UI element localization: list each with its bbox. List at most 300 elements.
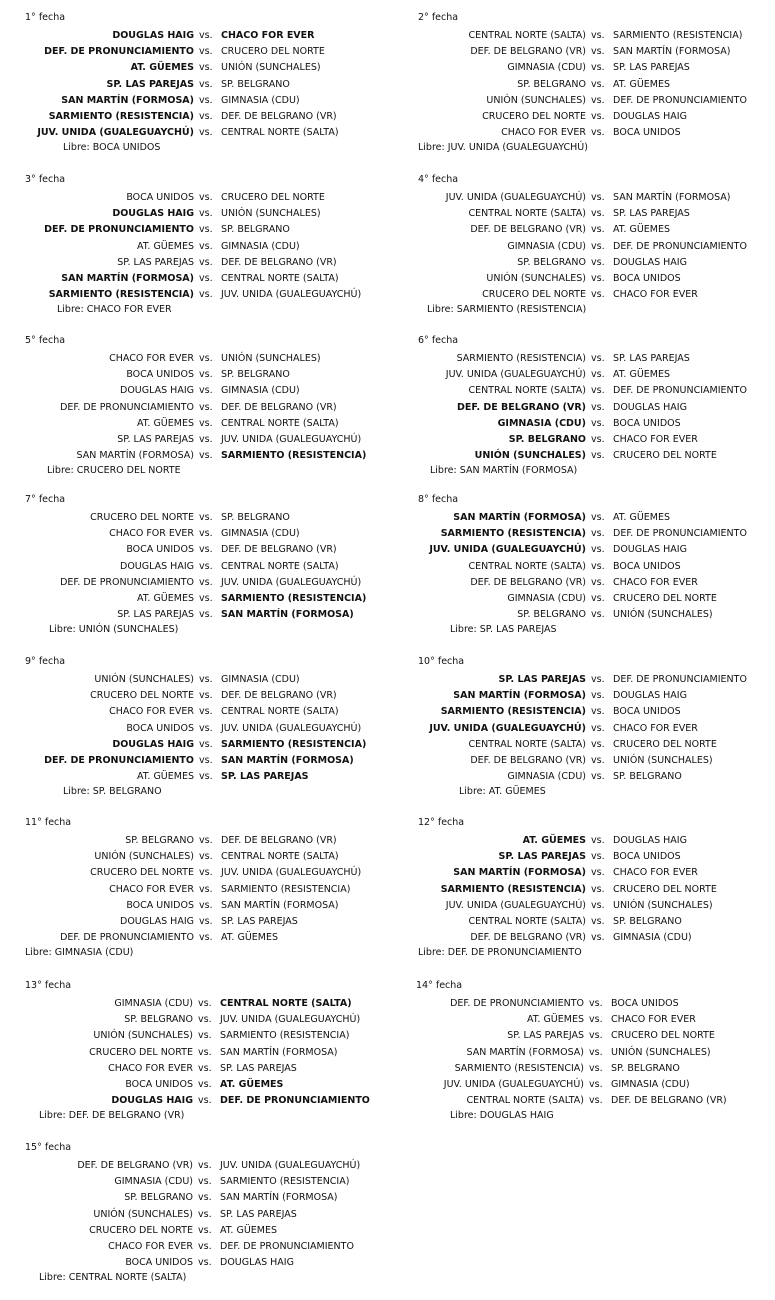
match-row <box>418 367 775 383</box>
match-row <box>418 28 775 44</box>
away-team: DEF. DE BELGRANO (VR) <box>221 401 337 413</box>
match-row <box>416 1093 775 1109</box>
free-label: Libre: <box>49 624 76 636</box>
match-row <box>25 416 395 432</box>
match-row <box>25 271 395 287</box>
vs-separator: vs. <box>199 576 213 588</box>
match-row <box>25 367 395 383</box>
home-team: DOUGLAS HAIG <box>120 560 194 572</box>
vs-separator: vs. <box>198 1030 212 1042</box>
round-title: 11° fecha <box>25 817 72 828</box>
round-title: 8° fecha <box>418 494 459 505</box>
home-team: SP. LAS PAREJAS <box>106 78 194 90</box>
match-row <box>418 60 775 76</box>
free-label: Libre: <box>418 142 445 154</box>
away-team: SP. LAS PAREJAS <box>613 208 690 220</box>
away-team: DEF. DE PRONUNCIAMIENTO <box>220 1095 370 1107</box>
home-team: AT. GÜEMES <box>526 1014 584 1026</box>
away-team: DOUGLAS HAIG <box>220 1257 294 1269</box>
home-team: SP. BELGRANO <box>124 1192 193 1204</box>
away-team: CHACO FOR EVER <box>613 289 698 301</box>
match-row <box>418 206 775 222</box>
match-row <box>25 1255 395 1271</box>
home-team: SAN MARTÍN (FORMOSA) <box>453 512 586 523</box>
away-team: DEF. DE BELGRANO (VR) <box>221 544 337 556</box>
match-row <box>418 287 775 303</box>
match-row <box>418 559 775 575</box>
away-team: CHACO FOR EVER <box>613 434 698 445</box>
vs-separator: vs. <box>199 755 213 766</box>
away-team: SP. LAS PAREJAS <box>221 771 309 783</box>
away-team: CENTRAL NORTE (SALTA) <box>221 417 339 429</box>
vs-separator: vs. <box>591 78 605 90</box>
match-row <box>418 688 775 704</box>
match-row <box>418 769 775 785</box>
vs-separator: vs. <box>591 434 605 445</box>
away-team: SP. BELGRANO <box>613 916 682 927</box>
match-row <box>418 222 775 238</box>
home-team: UNIÓN (SUNCHALES) <box>486 273 586 284</box>
match-row <box>25 882 395 898</box>
home-team: SARMIENTO (RESISTENCIA) <box>454 1062 584 1074</box>
away-team: BOCA UNIDOS <box>613 706 681 718</box>
vs-separator: vs. <box>591 353 605 364</box>
vs-separator: vs. <box>591 528 605 540</box>
match-row <box>25 432 395 448</box>
home-team: SP. BELGRANO <box>517 609 586 621</box>
match-row <box>25 255 395 271</box>
vs-separator: vs. <box>198 1079 212 1090</box>
home-team: DEF. DE PRONUNCIAMIENTO <box>60 401 194 413</box>
home-team: CENTRAL NORTE (SALTA) <box>468 738 586 750</box>
away-team: SP. LAS PAREJAS <box>220 1062 297 1074</box>
match-row <box>25 1190 395 1206</box>
away-team: SAN MARTÍN (FORMOSA) <box>613 192 731 203</box>
away-team: BOCA UNIDOS <box>613 560 681 572</box>
match-row <box>418 882 775 898</box>
vs-separator: vs. <box>199 385 213 397</box>
home-team: JUV. UNIDA (GUALEGUAYCHÚ) <box>445 899 586 911</box>
away-team: JUV. UNIDA (GUALEGUAYCHÚ) <box>221 867 362 879</box>
home-team: JUV. UNIDA (GUALEGUAYCHÚ) <box>445 369 586 381</box>
home-team: DEF. DE PRONUNCIAMIENTO <box>44 755 194 766</box>
home-team: SAN MARTÍN (FORMOSA) <box>453 867 586 879</box>
vs-separator: vs. <box>591 690 605 702</box>
free-team-line <box>418 947 582 958</box>
vs-separator: vs. <box>198 1224 212 1236</box>
away-team: DOUGLAS HAIG <box>613 544 687 556</box>
home-team: GIMNASIA (CDU) <box>507 62 586 74</box>
round-title: 4° fecha <box>418 174 459 185</box>
match-row <box>416 1045 775 1061</box>
home-team: SP. LAS PAREJAS <box>507 1030 584 1042</box>
match-row <box>25 849 395 865</box>
vs-separator: vs. <box>591 401 605 413</box>
away-team: DEF. DE BELGRANO (VR) <box>221 690 337 702</box>
match-row <box>25 1239 395 1255</box>
round-title: 6° fecha <box>418 335 459 346</box>
vs-separator: vs. <box>199 192 213 203</box>
free-team: DOUGLAS HAIG <box>479 1110 554 1122</box>
free-team-line <box>57 304 172 315</box>
match-row <box>418 255 775 271</box>
round-title: 14° fecha <box>416 980 463 991</box>
away-team: UNIÓN (SUNCHALES) <box>221 208 321 220</box>
away-team: SARMIENTO (RESISTENCIA) <box>221 738 367 750</box>
free-team-line <box>47 465 181 476</box>
home-team: SP. BELGRANO <box>517 256 586 268</box>
home-team: DEF. DE BELGRANO (VR) <box>470 932 586 944</box>
free-label: Libre: <box>430 465 457 477</box>
match-row <box>418 400 775 416</box>
home-team: UNIÓN (SUNCHALES) <box>94 851 194 863</box>
vs-separator: vs. <box>589 998 603 1009</box>
home-team: SP. LAS PAREJAS <box>117 609 194 621</box>
free-label: Libre: <box>47 465 74 477</box>
vs-separator: vs. <box>199 867 213 879</box>
free-team: SARMIENTO (RESISTENCIA) <box>456 304 587 316</box>
vs-separator: vs. <box>591 273 605 284</box>
home-team: CHACO FOR EVER <box>109 883 194 895</box>
match-row <box>418 914 775 930</box>
free-team: GIMNASIA (CDU) <box>54 947 134 959</box>
away-team: SAN MARTÍN (FORMOSA) <box>221 755 354 766</box>
vs-separator: vs. <box>198 1046 212 1058</box>
home-team: DEF. DE BELGRANO (VR) <box>470 224 586 236</box>
away-team: CENTRAL NORTE (SALTA) <box>221 273 339 284</box>
match-row <box>416 996 775 1012</box>
match-row <box>418 109 775 125</box>
home-team: JUV. UNIDA (GUALEGUAYCHÚ) <box>37 127 194 139</box>
home-team: BOCA UNIDOS <box>125 1257 193 1269</box>
match-row <box>25 1174 395 1190</box>
away-team: BOCA UNIDOS <box>613 273 681 284</box>
match-row <box>25 996 395 1012</box>
free-team-line <box>49 624 178 635</box>
home-team: CRUCERO DEL NORTE <box>90 512 194 523</box>
vs-separator: vs. <box>591 576 605 588</box>
vs-separator: vs. <box>199 240 213 252</box>
vs-separator: vs. <box>591 30 605 41</box>
home-team: DEF. DE BELGRANO (VR) <box>470 755 586 766</box>
free-team: CRUCERO DEL NORTE <box>76 465 181 477</box>
match-row <box>25 1093 395 1109</box>
home-team: JUV. UNIDA (GUALEGUAYCHÚ) <box>443 1079 584 1090</box>
home-team: BOCA UNIDOS <box>126 722 194 734</box>
home-team: SP. BELGRANO <box>508 434 586 445</box>
home-team: CENTRAL NORTE (SALTA) <box>468 208 586 220</box>
home-team: SP. BELGRANO <box>125 835 194 846</box>
vs-separator: vs. <box>591 544 605 556</box>
away-team: AT. GÜEMES <box>220 1079 284 1090</box>
away-team: UNIÓN (SUNCHALES) <box>613 899 713 911</box>
home-team: BOCA UNIDOS <box>126 544 194 556</box>
match-row <box>418 416 775 432</box>
free-team-line <box>39 1110 184 1121</box>
vs-separator: vs. <box>199 289 213 301</box>
round-title: 12° fecha <box>418 817 465 828</box>
match-row <box>25 1061 395 1077</box>
away-team: BOCA UNIDOS <box>613 851 681 863</box>
away-team: CRUCERO DEL NORTE <box>613 450 717 462</box>
home-team: UNIÓN (SUNCHALES) <box>93 1208 193 1220</box>
away-team: CENTRAL NORTE (SALTA) <box>221 706 339 718</box>
away-team: SP. LAS PAREJAS <box>613 62 690 74</box>
free-team: SAN MARTÍN (FORMOSA) <box>459 465 578 477</box>
free-label: Libre: <box>25 947 52 959</box>
vs-separator: vs. <box>591 256 605 268</box>
match-row <box>25 769 395 785</box>
home-team: DEF. DE PRONUNCIAMIENTO <box>60 932 194 944</box>
free-label: Libre: <box>418 947 445 959</box>
match-row <box>25 109 395 125</box>
away-team: AT. GÜEMES <box>221 932 279 944</box>
vs-separator: vs. <box>198 1208 212 1220</box>
home-team: CENTRAL NORTE (SALTA) <box>468 30 586 41</box>
match-row <box>416 1012 775 1028</box>
match-row <box>25 44 395 60</box>
match-row <box>25 400 395 416</box>
round-title: 10° fecha <box>418 656 465 667</box>
vs-separator: vs. <box>591 512 605 523</box>
vs-separator: vs. <box>198 998 212 1009</box>
round-title: 13° fecha <box>25 980 72 991</box>
vs-separator: vs. <box>591 289 605 301</box>
home-team: CRUCERO DEL NORTE <box>90 867 194 879</box>
home-team: JUV. UNIDA (GUALEGUAYCHÚ) <box>429 722 586 734</box>
home-team: SARMIENTO (RESISTENCIA) <box>48 289 194 301</box>
vs-separator: vs. <box>199 30 213 41</box>
away-team: SP. LAS PAREJAS <box>220 1208 297 1220</box>
free-team: CHACO FOR EVER <box>86 304 172 316</box>
match-row <box>418 448 775 464</box>
match-row <box>25 721 395 737</box>
away-team: CHACO FOR EVER <box>613 722 698 734</box>
match-row <box>418 542 775 558</box>
away-team: SP. BELGRANO <box>221 78 290 90</box>
vs-separator: vs. <box>199 111 213 122</box>
home-team: SAN MARTÍN (FORMOSA) <box>466 1046 584 1058</box>
match-row <box>25 1045 395 1061</box>
match-row <box>25 672 395 688</box>
vs-separator: vs. <box>199 738 213 750</box>
vs-separator: vs. <box>198 1241 212 1252</box>
away-team: SAN MARTÍN (FORMOSA) <box>220 1192 338 1204</box>
home-team: DEF. DE PRONUNCIAMIENTO <box>44 224 194 236</box>
vs-separator: vs. <box>591 706 605 718</box>
vs-separator: vs. <box>591 417 605 429</box>
vs-separator: vs. <box>591 385 605 397</box>
away-team: AT. GÜEMES <box>613 512 671 523</box>
away-team: JUV. UNIDA (GUALEGUAYCHÚ) <box>220 1014 361 1026</box>
free-team-line <box>63 786 162 797</box>
away-team: CRUCERO DEL NORTE <box>221 46 325 58</box>
away-team: DEF. DE BELGRANO (VR) <box>611 1095 727 1107</box>
match-row <box>25 93 395 109</box>
home-team: AT. GÜEMES <box>136 417 194 429</box>
vs-separator: vs. <box>591 932 605 944</box>
vs-separator: vs. <box>199 899 213 911</box>
away-team: JUV. UNIDA (GUALEGUAYCHÚ) <box>221 434 362 445</box>
home-team: GIMNASIA (CDU) <box>507 771 586 783</box>
match-row <box>25 1012 395 1028</box>
away-team: UNIÓN (SUNCHALES) <box>221 353 321 364</box>
match-row <box>418 930 775 946</box>
away-team: JUV. UNIDA (GUALEGUAYCHÚ) <box>220 1160 361 1171</box>
vs-separator: vs. <box>199 450 213 462</box>
match-row <box>25 591 395 607</box>
match-row <box>25 575 395 591</box>
away-team: CENTRAL NORTE (SALTA) <box>221 560 339 572</box>
away-team: CRUCERO DEL NORTE <box>221 192 325 203</box>
away-team: AT. GÜEMES <box>613 78 671 90</box>
away-team: GIMNASIA (CDU) <box>221 385 300 397</box>
away-team: CHACO FOR EVER <box>221 30 315 41</box>
home-team: CENTRAL NORTE (SALTA) <box>468 916 586 927</box>
away-team: CENTRAL NORTE (SALTA) <box>221 851 339 863</box>
match-row <box>25 351 395 367</box>
home-team: CENTRAL NORTE (SALTA) <box>468 560 586 572</box>
match-row <box>25 753 395 769</box>
match-row <box>418 833 775 849</box>
home-team: UNIÓN (SUNCHALES) <box>93 1030 193 1042</box>
home-team: DEF. DE PRONUNCIAMIENTO <box>450 998 584 1009</box>
home-team: DOUGLAS HAIG <box>112 738 194 750</box>
away-team: DEF. DE PRONUNCIAMIENTO <box>613 385 747 397</box>
match-row <box>25 287 395 303</box>
away-team: SP. BELGRANO <box>221 224 290 236</box>
match-row <box>25 542 395 558</box>
free-team-line <box>450 624 557 635</box>
vs-separator: vs. <box>199 434 213 445</box>
match-row <box>25 60 395 76</box>
home-team: SAN MARTÍN (FORMOSA) <box>453 690 586 702</box>
home-team: GIMNASIA (CDU) <box>507 240 586 252</box>
away-team: GIMNASIA (CDU) <box>611 1079 690 1090</box>
vs-separator: vs. <box>198 1014 212 1026</box>
match-row <box>25 1207 395 1223</box>
vs-separator: vs. <box>199 512 213 523</box>
away-team: GIMNASIA (CDU) <box>613 932 692 944</box>
away-team: JUV. UNIDA (GUALEGUAYCHÚ) <box>221 722 362 734</box>
match-row <box>418 510 775 526</box>
match-row <box>418 753 775 769</box>
vs-separator: vs. <box>199 932 213 944</box>
match-row <box>25 510 395 526</box>
home-team: SP. LAS PAREJAS <box>117 434 194 445</box>
match-row <box>25 222 395 238</box>
away-team: SARMIENTO (RESISTENCIA) <box>220 1176 350 1188</box>
vs-separator: vs. <box>591 916 605 927</box>
vs-separator: vs. <box>591 771 605 783</box>
match-row <box>418 432 775 448</box>
home-team: UNIÓN (SUNCHALES) <box>94 674 194 685</box>
vs-separator: vs. <box>199 609 213 621</box>
vs-separator: vs. <box>198 1192 212 1204</box>
away-team: CHACO FOR EVER <box>613 576 698 588</box>
round-title: 2° fecha <box>418 12 459 23</box>
away-team: DOUGLAS HAIG <box>613 690 687 702</box>
vs-separator: vs. <box>199 560 213 572</box>
round-title: 1° fecha <box>25 12 66 23</box>
free-label: Libre: <box>63 786 90 798</box>
home-team: SAN MARTÍN (FORMOSA) <box>61 273 194 284</box>
home-team: AT. GÜEMES <box>130 62 194 74</box>
match-row <box>418 591 775 607</box>
vs-separator: vs. <box>199 851 213 863</box>
vs-separator: vs. <box>199 369 213 381</box>
away-team: CENTRAL NORTE (SALTA) <box>221 127 339 139</box>
vs-separator: vs. <box>589 1014 603 1026</box>
away-team: DEF. DE BELGRANO (VR) <box>221 256 337 268</box>
match-row <box>25 448 395 464</box>
vs-separator: vs. <box>199 835 213 846</box>
away-team: JUV. UNIDA (GUALEGUAYCHÚ) <box>221 289 362 301</box>
free-team: BOCA UNIDOS <box>92 142 161 154</box>
match-row <box>25 383 395 399</box>
home-team: DOUGLAS HAIG <box>111 1095 193 1107</box>
match-row <box>25 559 395 575</box>
vs-separator: vs. <box>591 851 605 863</box>
vs-separator: vs. <box>199 62 213 74</box>
free-label: Libre: <box>427 304 454 316</box>
vs-separator: vs. <box>198 1257 212 1269</box>
free-team: DEF. DE PRONUNCIAMIENTO <box>447 947 582 959</box>
match-row <box>25 704 395 720</box>
away-team: DOUGLAS HAIG <box>613 401 687 413</box>
away-team: GIMNASIA (CDU) <box>221 240 300 252</box>
away-team: JUV. UNIDA (GUALEGUAYCHÚ) <box>221 576 362 588</box>
match-row <box>25 1077 395 1093</box>
home-team: DEF. DE BELGRANO (VR) <box>470 576 586 588</box>
match-row <box>25 1028 395 1044</box>
away-team: DEF. DE PRONUNCIAMIENTO <box>613 674 747 685</box>
free-label: Libre: <box>39 1110 66 1122</box>
vs-separator: vs. <box>198 1095 212 1107</box>
away-team: DEF. DE PRONUNCIAMIENTO <box>613 94 747 106</box>
home-team: CRUCERO DEL NORTE <box>482 111 586 122</box>
vs-separator: vs. <box>589 1095 603 1107</box>
vs-separator: vs. <box>199 544 213 556</box>
match-row <box>418 721 775 737</box>
home-team: SAN MARTÍN (FORMOSA) <box>76 450 194 462</box>
away-team: SAN MARTÍN (FORMOSA) <box>221 609 354 621</box>
match-row <box>418 865 775 881</box>
vs-separator: vs. <box>591 755 605 766</box>
away-team: DOUGLAS HAIG <box>613 256 687 268</box>
match-row <box>25 206 395 222</box>
home-team: CRUCERO DEL NORTE <box>89 1046 193 1058</box>
round-title: 7° fecha <box>25 494 66 505</box>
home-team: DEF. DE BELGRANO (VR) <box>470 46 586 58</box>
home-team: SP. LAS PAREJAS <box>117 256 194 268</box>
away-team: CRUCERO DEL NORTE <box>611 1030 715 1042</box>
match-row <box>25 914 395 930</box>
home-team: DOUGLAS HAIG <box>112 208 194 220</box>
match-row <box>25 77 395 93</box>
round-title: 9° fecha <box>25 656 66 667</box>
home-team: CHACO FOR EVER <box>108 1062 193 1074</box>
match-row <box>416 1028 775 1044</box>
match-row <box>418 77 775 93</box>
home-team: DOUGLAS HAIG <box>120 916 194 927</box>
vs-separator: vs. <box>198 1176 212 1188</box>
vs-separator: vs. <box>591 450 605 462</box>
match-row <box>25 239 395 255</box>
free-team-line <box>450 1110 554 1121</box>
free-label: Libre: <box>450 624 477 636</box>
home-team: JUV. UNIDA (GUALEGUAYCHÚ) <box>445 192 586 203</box>
